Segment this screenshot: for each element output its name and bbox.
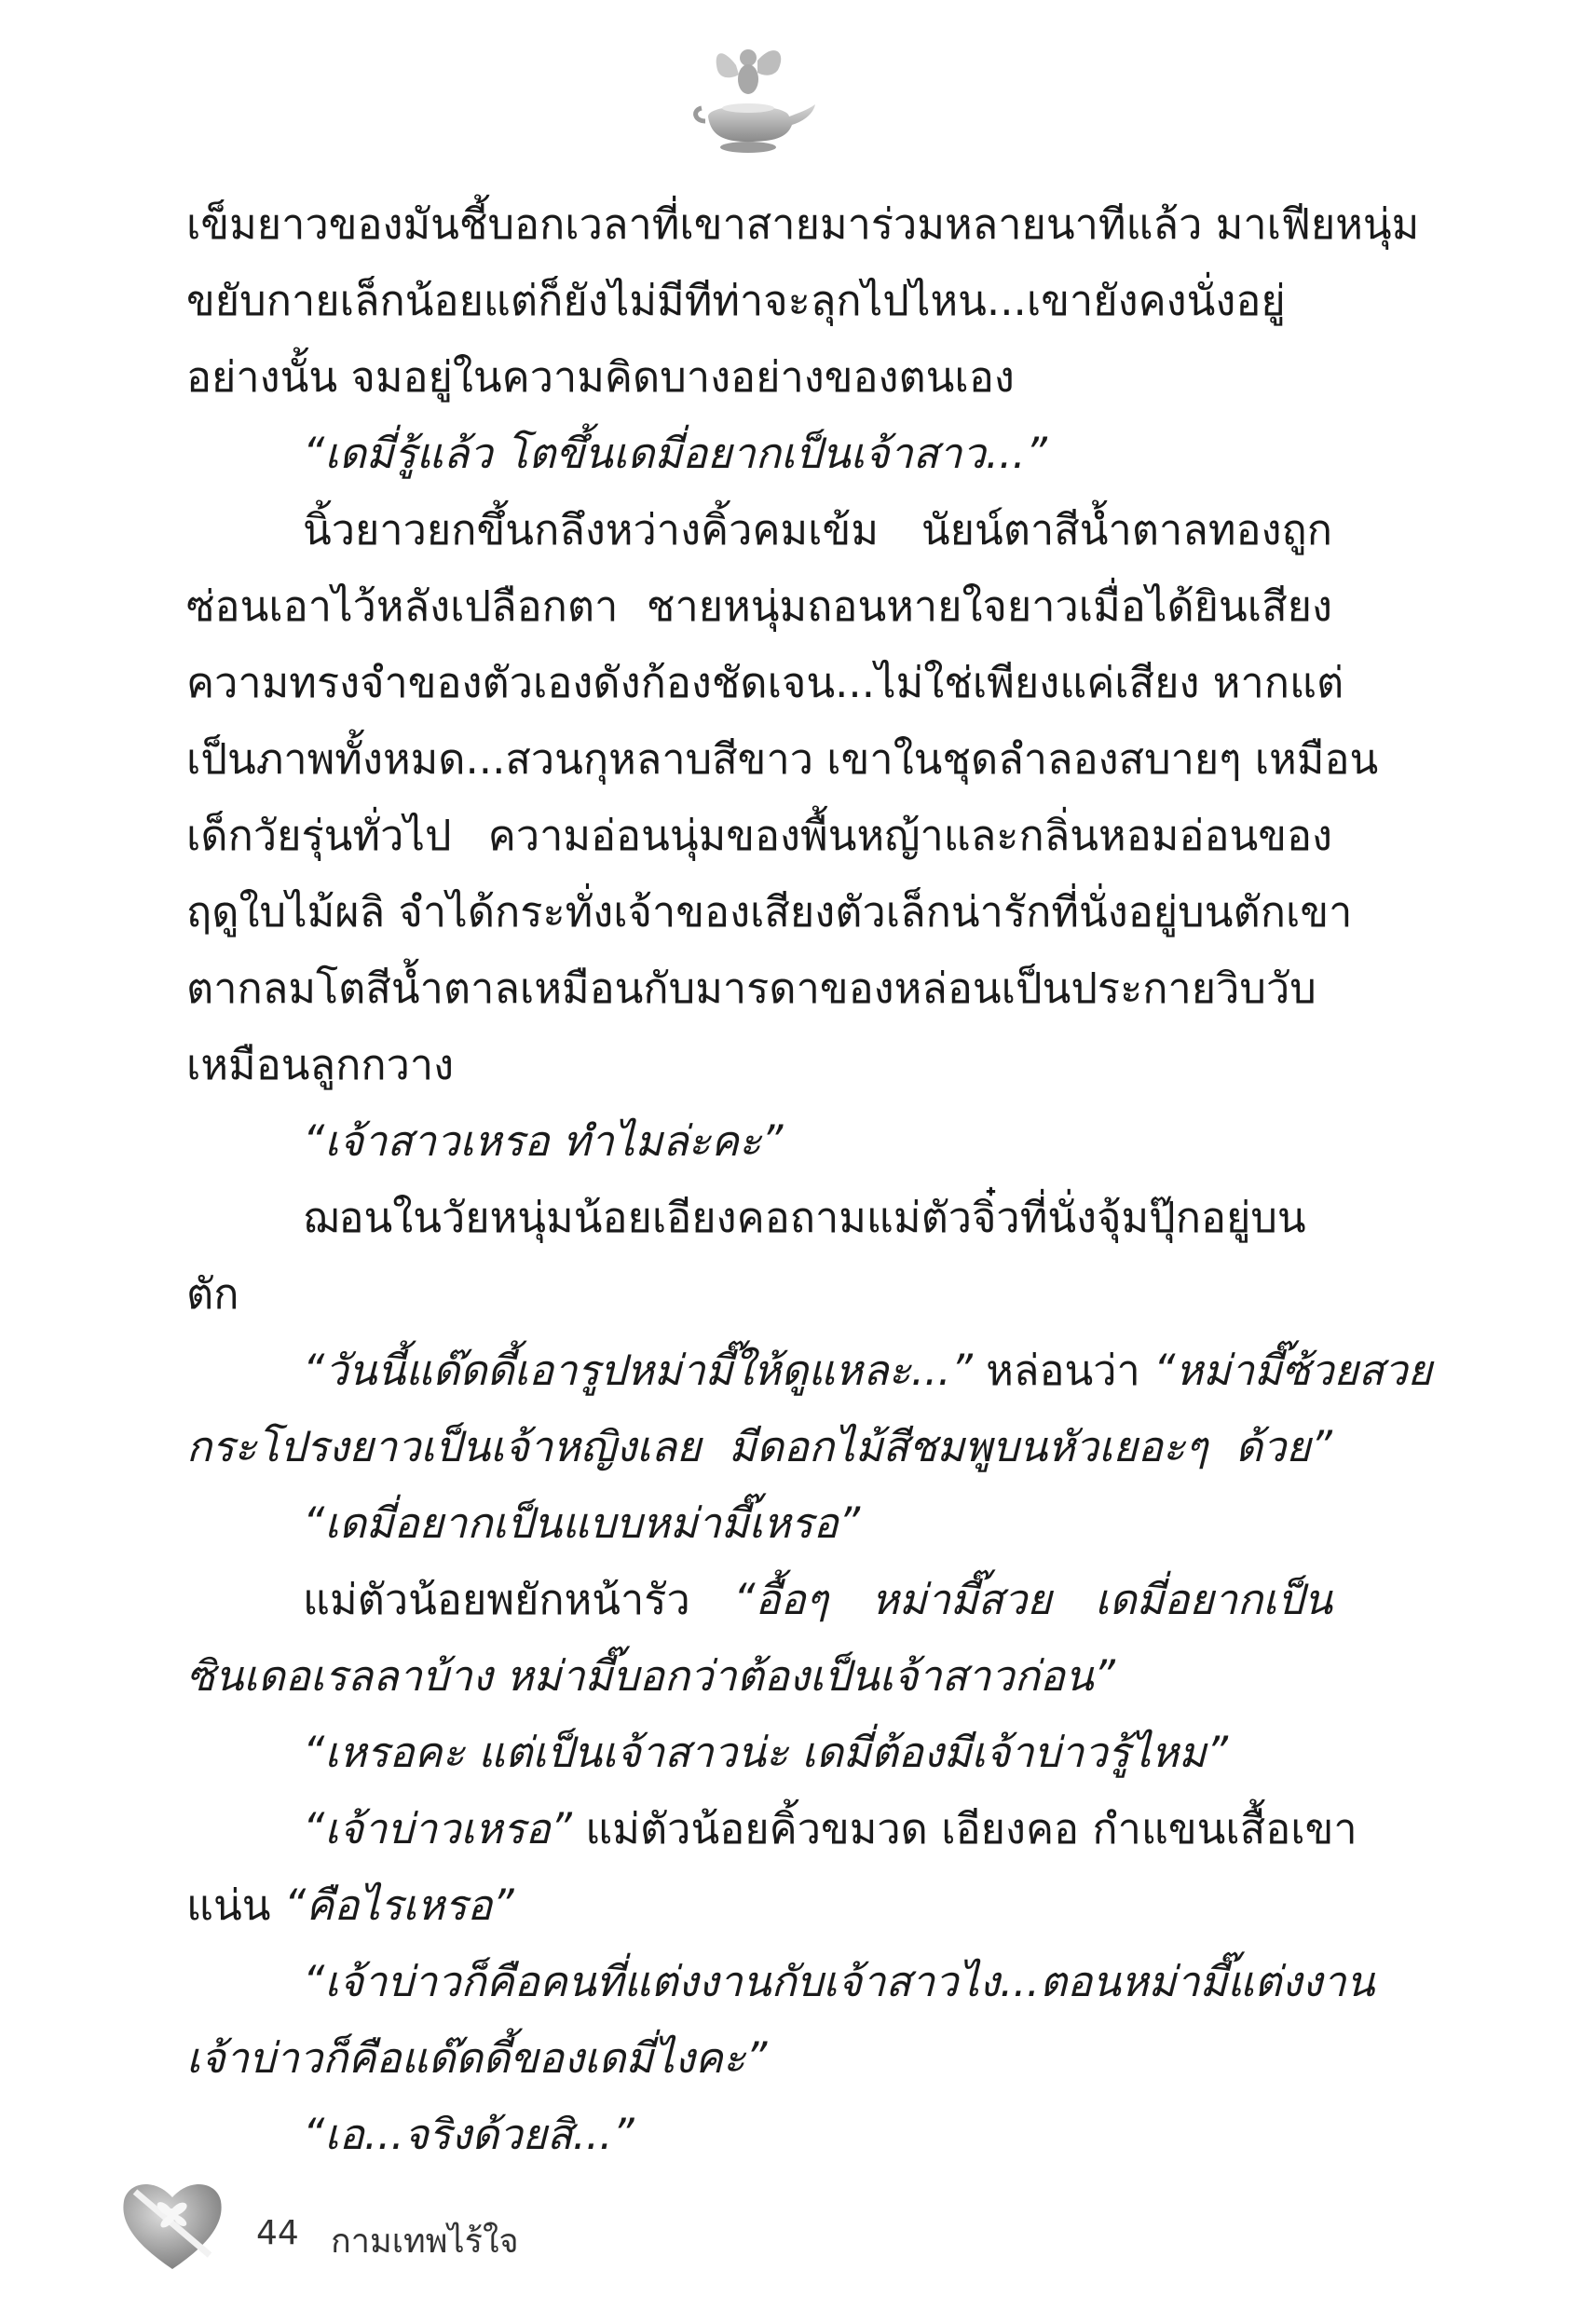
book-title: กามเทพไร้ใจ: [331, 2222, 519, 2261]
dialogue-line: แม่ตัวน้อยพยักหน้ารัว “อื้อๆ หม่ามี๊สวย เดมี่อยากเป็น: [303, 1575, 1333, 1624]
dialogue-line: “เดมี่รู้แล้ว โตขึ้นเดมี่อยากเป็นเจ้าสาว...”: [303, 429, 1047, 478]
text-line: อย่างนั้น จมอยู่ในความคิดบางอย่างของตนเอง: [186, 352, 1015, 402]
dialogue-line: “เจ้าบ่าวเหรอ” แม่ตัวน้อยคิ้วขมวด เอียงคอ กำแขนเสื้อเขา: [303, 1804, 1357, 1853]
text-line: เป็นภาพทั้งหมด...สวนกุหลาบสีขาว เขาในชุดลำลองสบายๆ เหมือน: [186, 734, 1379, 784]
dialogue-line: กระโปรงยาวเป็นเจ้าหญิงเลย มีดอกไม้สีชมพูบนหัวเยอะๆ ด้วย”: [186, 1422, 1332, 1471]
dialogue-line: “เดมี่อยากเป็นแบบหม่ามี๊เหรอ”: [303, 1498, 861, 1548]
text-line: เข็มยาวของมันชี้บอกเวลาที่เขาสายมาร่วมหลายนาทีแล้ว มาเฟียหนุ่ม: [186, 199, 1420, 249]
text-line: เด็กวัยรุ่นทั่วไป ความอ่อนนุ่มของพื้นหญ้าและกลิ่นหอมอ่อนของ: [186, 811, 1332, 860]
lamp-cupid-ornament-icon: [685, 28, 825, 168]
dialogue-line: “เหรอคะ แต่เป็นเจ้าสาวน่ะ เดมี่ต้องมีเจ้าบ่าวรู้ไหม”: [303, 1728, 1229, 1777]
dialogue-line: “วันนี้แด๊ดดี้เอารูปหม่ามี๊ให้ดูแหละ...” หล่อนว่า “หม่ามี๊ซ้วยสวย: [303, 1346, 1432, 1395]
text-line: นิ้วยาวยกขึ้นกลึงหว่างคิ้วคมเข้ม นัยน์ตาสีน้ำตาลทองถูก: [303, 505, 1332, 554]
dialogue-line: เจ้าบ่าวก็คือแด๊ดดี้ของเดมี่ไงคะ”: [186, 2033, 768, 2083]
text-line: ตากลมโตสีน้ำตาลเหมือนกับมารดาของหล่อนเป็นประกายวิบวับ: [186, 964, 1316, 1013]
text-line: ตัก: [186, 1269, 239, 1319]
text-line: ความทรงจำของตัวเองดังก้องชัดเจน...ไม่ใช่เพียงแค่เสียง หากแต่: [186, 658, 1344, 707]
dialogue-line: “เจ้าสาวเหรอ ทำไมล่ะคะ”: [303, 1116, 784, 1166]
text-line: เหมือนลูกกวาง: [186, 1040, 455, 1089]
page-footer: [116, 2171, 769, 2283]
text-line: ฌอนในวัยหนุ่มน้อยเอียงคอถามแม่ตัวจิ๋วที่นั่งจุ้มปุ๊กอยู่บน: [303, 1193, 1306, 1242]
dialogue-line: แน่น “คือไรเหรอ”: [186, 1880, 514, 1930]
text-line: ซ่อนเอาไว้หลังเปลือกตา ชายหนุ่มถอนหายใจยาวเมื่อได้ยินเสียง: [186, 581, 1332, 631]
page-number: 44: [256, 2214, 299, 2252]
text-line: ขยับกายเล็กน้อยแต่ก็ยังไม่มีทีท่าจะลุกไปไหน...เขายังคงนั่งอยู่: [186, 276, 1286, 325]
body-text: [186, 186, 1432, 2173]
text-line: ฤดูใบไม้ผลิ จำได้กระทั่งเจ้าของเสียงตัวเล็กน่ารักที่นั่งอยู่บนตักเขา: [186, 887, 1353, 937]
dialogue-line: “เจ้าบ่าวก็คือคนที่แต่งงานกับเจ้าสาวไง...ตอนหม่ามี๊แต่งงาน: [303, 1957, 1375, 2006]
heart-gift-icon: [116, 2171, 228, 2274]
dialogue-line: “เอ...จริงด้วยสิ...”: [303, 2110, 634, 2159]
dialogue-line: ซินเดอเรลลาบ้าง หม่ามี๊บอกว่าต้องเป็นเจ้าสาวก่อน”: [186, 1651, 1115, 1701]
